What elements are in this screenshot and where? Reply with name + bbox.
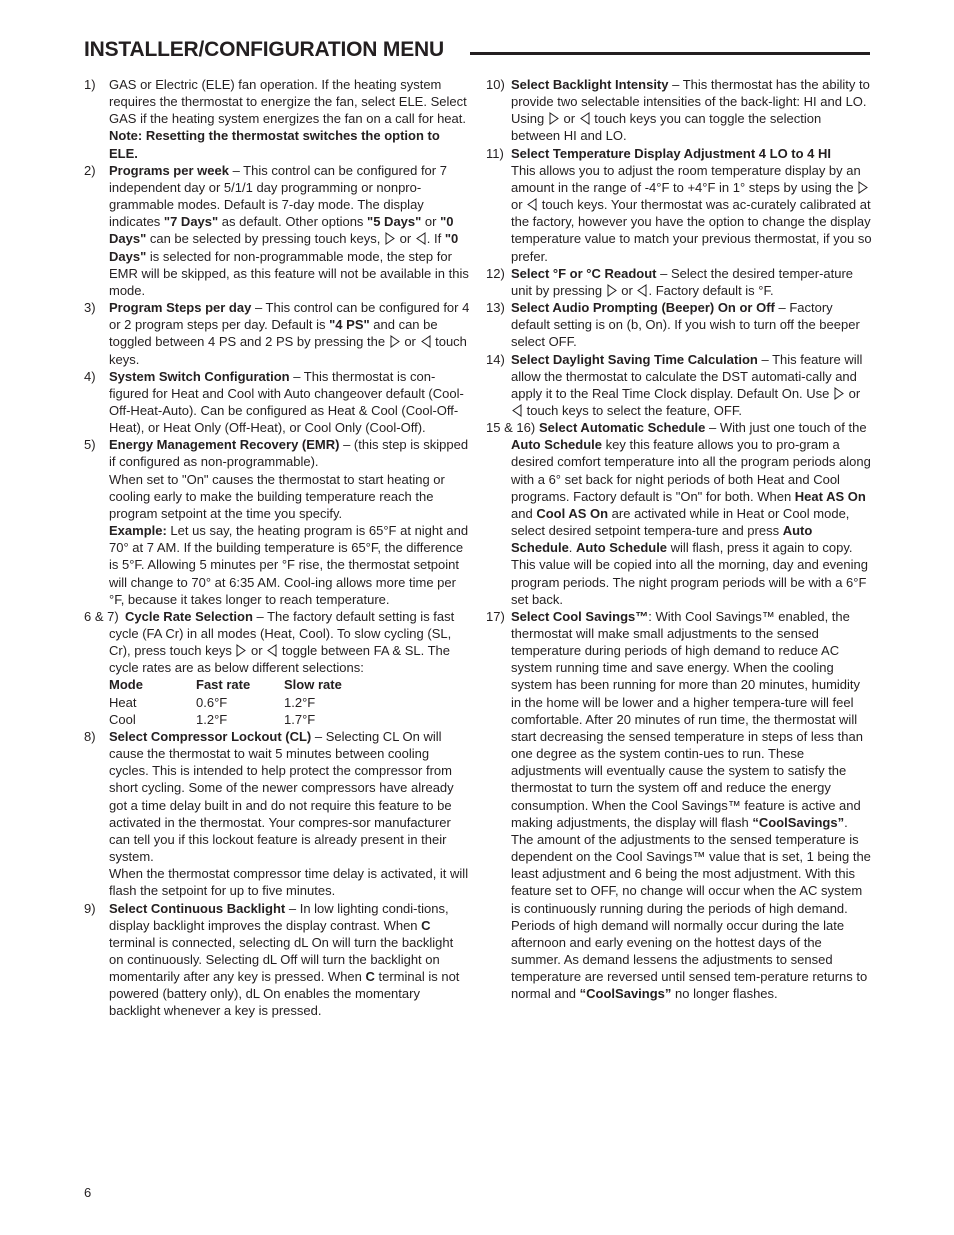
- item-body: will flash, press it again to copy. This value will be copied into all the morning, day and evening program periods. The night program periods will be with a 6°F set back.: [511, 540, 868, 607]
- item-body: Let us say, the heating program is 65°F at night and 70° at 7 AM. If the building temperature is 65°F, the difference is 5°F. Allowing 5 minutes per °F rise, the thermostat setpoint will change to 70° at 6:35 AM. Cool-ing allows more time per °F, because it takes longer to reach temperature.: [109, 523, 469, 607]
- table-row: [109, 711, 342, 728]
- item-body: – The factory default setting is fast cycle (FA Cr) in all modes (Heat, Cool). To slow cycling (SL, Cr), press touch keys: [109, 608, 455, 659]
- item-text: [511, 265, 872, 299]
- item-body: or: [421, 214, 441, 230]
- item-text: [109, 471, 470, 522]
- item-emphasis: “CoolSavings”: [752, 814, 845, 830]
- item-heading: Programs per week: [109, 162, 229, 178]
- item-emphasis: "0 Days": [109, 214, 454, 247]
- config-item-3: [84, 299, 470, 368]
- table-header-row: [109, 676, 342, 693]
- item-heading: Select Daylight Saving Time Calculation: [511, 351, 758, 367]
- item-body: – In low lighting condi-tions, display backlight improves the display contrast. When: [109, 900, 449, 933]
- item-body: When set to "On" causes the thermostat to start heating or cooling early to make the building temperature reach the program setpoint at the time you specify.: [109, 471, 445, 521]
- item-text: [109, 728, 470, 865]
- item-heading: Cycle Rate Selection: [125, 608, 253, 624]
- item-number: 14): [486, 351, 505, 367]
- item-body: GAS or Electric (ELE) fan operation. If the heating system requires the thermostat to energize the fan, select ELE. Select GAS if the heating system energizes the fan on a call for heat.: [109, 77, 467, 127]
- item-heading: Energy Management Recovery (EMR): [109, 437, 340, 453]
- item-body: and: [511, 505, 537, 521]
- item-number: 11): [486, 145, 504, 161]
- item-body: or: [396, 231, 415, 247]
- item-body: touch keys.: [109, 334, 467, 367]
- config-item-6-7: [84, 608, 470, 728]
- item-body: terminal is not powered (battery only), dL On enables the momentary backlight whenever a key is pressed.: [109, 969, 460, 1019]
- right-column: [486, 76, 872, 1002]
- item-emphasis: "5 Days": [367, 214, 422, 230]
- down-arrow-key-icon: [580, 112, 590, 125]
- config-item-10: [486, 76, 872, 145]
- table-cell: 0.6°F: [196, 694, 228, 710]
- config-item-4: [84, 368, 470, 437]
- item-text: [511, 419, 872, 608]
- item-body: and can be toggled between 4 PS and 2 PS by pressing the: [109, 317, 438, 350]
- item-number: 12): [486, 265, 505, 281]
- item-body: – This control can be configured for 4 or 2 program steps per day. Default is: [109, 300, 470, 333]
- item-body: . Factory default is °F.: [648, 282, 774, 298]
- page-header: [84, 38, 870, 68]
- item-number: 17): [486, 608, 505, 624]
- cycle-rate-table: [109, 676, 342, 727]
- item-text: [511, 351, 872, 420]
- item-body: are activated while in Heat or Cool mode, select desired setpoint tempera-ture and press: [511, 505, 850, 539]
- item-emphasis: C: [365, 969, 375, 985]
- item-heading: Example:: [109, 523, 167, 539]
- item-text: [109, 299, 470, 368]
- item-body: . If: [426, 231, 445, 247]
- item-text: [511, 145, 872, 162]
- item-heading: Select Continuous Backlight: [109, 900, 286, 916]
- item-body: terminal is connected, selecting dL On will turn the backlight on continuously. Selecting dL Off will turn the backlight on momentarily after any key is pressed. When: [109, 934, 454, 985]
- item-text: [511, 162, 872, 265]
- item-body: – Select the desired temper-ature unit by pressing: [511, 265, 854, 298]
- item-body: .: [568, 540, 577, 556]
- item-body: can be selected by pressing touch keys,: [146, 231, 384, 247]
- item-heading: Select Audio Prompting (Beeper) On or Off: [511, 300, 775, 316]
- item-note: Note: Resetting the thermostat switches the option to ELE.: [109, 128, 440, 161]
- up-arrow-key-icon: [607, 284, 617, 297]
- item-body: – This thermostat is con-figured for Heat and Cool with Auto changeover default (Cool-Off-Heat-Auto). Can be configured as Heat & Cool (Cool-Off-Heat), or Heat Only (Off-Heat), or Cool Only (Cool-Off).: [109, 368, 464, 436]
- item-body: or: [247, 643, 267, 659]
- item-emphasis: "4 PS": [329, 317, 370, 333]
- item-text: [109, 900, 470, 1020]
- item-emphasis: “CoolSavings”: [579, 986, 672, 1002]
- item-body: . The amount of the adjustments to the sensed temperature is dependent on the Cool Savings™ value that is set, 1 being the least adjustment and 6 being the most adjustment. With this feature set to OFF, no change will occur when the AC system is continuously running during the periods of high demand. Periods of high demand will normally occur during the late afternoon and early evening on the hottest days of the summer. As demand lessens the adjustments to sensed temperature are reversed until sensed tem-perature returns to normal and: [511, 814, 871, 1002]
- item-body: or: [845, 385, 861, 401]
- config-item-15-16: [486, 419, 872, 608]
- item-body: touch keys to select the feature, OFF.: [523, 402, 742, 418]
- table-header: Slow rate: [284, 677, 342, 693]
- down-arrow-key-icon: [512, 404, 522, 417]
- item-number: 6 & 7): [84, 608, 119, 624]
- down-arrow-key-icon: [416, 232, 426, 245]
- item-text: [109, 368, 470, 437]
- item-number: 10): [486, 77, 505, 92]
- item-number: 3): [84, 300, 96, 316]
- down-arrow-key-icon: [637, 284, 647, 297]
- item-body: – This thermostat has the ability to provide two selectable intensities of the back-light: HI and LO. Using: [511, 77, 870, 127]
- table-cell: 1.2°F: [196, 711, 228, 727]
- item-emphasis: C: [421, 917, 431, 933]
- item-body: – With just one touch of the: [705, 420, 867, 436]
- config-item-17: [486, 608, 872, 1003]
- config-item-1: [84, 76, 470, 162]
- item-emphasis: "7 Days": [163, 214, 219, 230]
- item-emphasis: Cool AS On: [536, 505, 609, 521]
- down-arrow-key-icon: [267, 644, 277, 657]
- table-cell: 1.7°F: [284, 711, 316, 727]
- item-body: – This control can be configured for 7 independent day or 5/1/1 day programming or nonpro-grammable modes. Default is 7-day mode. The display indicates: [109, 162, 447, 230]
- item-body: toggle between FA & SL. The cycle rates are as below different selections:: [109, 643, 451, 676]
- item-body: or: [511, 197, 527, 213]
- item-body: – Selecting CL On will cause the thermostat to wait 5 minutes between cooling cycles. This is intended to help protect the compressor from short cycling. Some of the newer compressors have already got a time delay built in and do not require this feature to be activated in the thermostat. Your compres-sor manufacturer can tell you if this lockout feature is already present in their system.: [109, 728, 454, 865]
- item-text: [511, 299, 872, 350]
- item-heading: Select Backlight Intensity: [511, 77, 669, 92]
- item-heading: Select Automatic Schedule: [539, 420, 706, 436]
- page-number: 6: [84, 1185, 92, 1200]
- item-number: 15 & 16): [486, 420, 536, 436]
- table-cell: Cool: [109, 711, 136, 727]
- item-emphasis: Auto Schedule: [511, 437, 603, 453]
- table-header: Fast rate: [196, 677, 251, 693]
- item-body: or: [559, 111, 579, 127]
- item-body: is selected for non-programmable mode, the step for EMR will be skipped, as this feature will not be available in this mode.: [109, 248, 469, 298]
- item-emphasis: Auto Schedule: [511, 523, 813, 556]
- item-body: touch keys. Your thermostat was ac-curately calibrated at the factory, however you have the option to change the display temperature value to match your previous thermostat, if you so prefer.: [511, 197, 872, 264]
- item-body: or: [400, 334, 420, 350]
- item-number: 8): [84, 728, 96, 744]
- item-body: touch keys you can toggle the selection between HI and LO.: [511, 111, 822, 144]
- item-heading: Select °F or °C Readout: [511, 265, 657, 281]
- item-text: [109, 436, 470, 470]
- up-arrow-key-icon: [390, 335, 400, 348]
- config-item-12: [486, 265, 872, 299]
- item-emphasis: Heat AS On: [794, 488, 866, 504]
- item-text: [511, 76, 872, 145]
- up-arrow-key-icon: [236, 644, 246, 657]
- item-body: – This feature will allow the thermostat to calculate the DST automati-cally and apply it to the Real Time Clock display. Default On. Use: [511, 351, 863, 401]
- item-body: or: [617, 282, 637, 298]
- item-heading: Select Compressor Lockout (CL): [109, 728, 312, 744]
- down-arrow-key-icon: [527, 198, 537, 211]
- item-heading: System Switch Configuration: [109, 368, 290, 384]
- down-arrow-key-icon: [421, 335, 431, 348]
- page-title: INSTALLER/CONFIGURATION MENU: [84, 38, 444, 61]
- item-body: – (this step is skipped if configured as non-programmable).: [109, 437, 469, 470]
- table-cell: Heat: [109, 694, 137, 710]
- up-arrow-key-icon: [385, 232, 395, 245]
- config-item-8: [84, 728, 470, 900]
- item-number: 4): [84, 368, 96, 384]
- up-arrow-key-icon: [834, 387, 844, 400]
- item-heading: Select Cool Savings™: [511, 608, 649, 624]
- config-item-14: [486, 351, 872, 420]
- up-arrow-key-icon: [858, 181, 868, 194]
- item-emphasis: "0 Days": [109, 231, 459, 264]
- config-item-13: [486, 299, 872, 350]
- item-body: as default. Other options: [218, 214, 368, 230]
- item-number: 13): [486, 300, 505, 316]
- item-text: [109, 522, 470, 608]
- item-number: 1): [84, 77, 96, 92]
- item-body: key this feature allows you to pro-gram a desired comfort temperature into all the program periods along with a 6° set back for night periods of both Heat and Cool programs. Factory default is "On" for both. When: [511, 437, 871, 504]
- item-heading: Program Steps per day: [109, 300, 252, 316]
- item-body: – Factory default setting is on (b, On). If you wish to turn off the beeper select OFF.: [511, 300, 860, 350]
- item-number: 9): [84, 900, 96, 916]
- item-text: [109, 162, 470, 299]
- item-body: When the thermostat compressor time delay is activated, it will flash the setpoint for up to five minutes.: [109, 866, 469, 899]
- config-item-5: [84, 436, 470, 608]
- item-text: [511, 608, 872, 1003]
- item-body: This allows you to adjust the room temperature display by an amount in the range of -4°F to +4°F in 1° steps by using the: [511, 162, 861, 195]
- item-text: [109, 865, 470, 899]
- item-text: [109, 76, 470, 162]
- table-cell: 1.2°F: [284, 694, 316, 710]
- item-body: no longer flashes.: [671, 986, 778, 1002]
- item-text: [93, 608, 470, 677]
- config-item-11: [486, 145, 872, 265]
- up-arrow-key-icon: [549, 112, 559, 125]
- table-row: [109, 694, 342, 711]
- left-column: [84, 76, 470, 1020]
- item-heading: Select Temperature Display Adjustment 4 LO to 4 HI: [511, 145, 832, 161]
- item-number: 5): [84, 437, 96, 453]
- item-body: : With Cool Savings™ enabled, the thermostat will make small adjustments to the sensed temperature during periods of high demand to reduce AC system running time and save energy. When the cooling system has been running for more than 20 minutes, humidity in the home will be lower and a higher tempera-ture will feel comfortable. After 20 minutes of run time, the thermostat will start decreasing the sensed temperature in steps of less than one degree as the system contin-ues to run. These adjustments will eventually cause the system to satisfy the thermostat to turn the system off and reduce the energy consumption. When the Cool Savings™ feature is active and making adjustments, the display will flash: [511, 608, 863, 830]
- config-item-9: [84, 900, 470, 1020]
- table-header: Mode: [109, 677, 143, 693]
- item-emphasis: Auto Schedule: [576, 540, 668, 556]
- item-number: 2): [84, 162, 96, 178]
- title-rule: [470, 52, 870, 55]
- config-item-2: [84, 162, 470, 299]
